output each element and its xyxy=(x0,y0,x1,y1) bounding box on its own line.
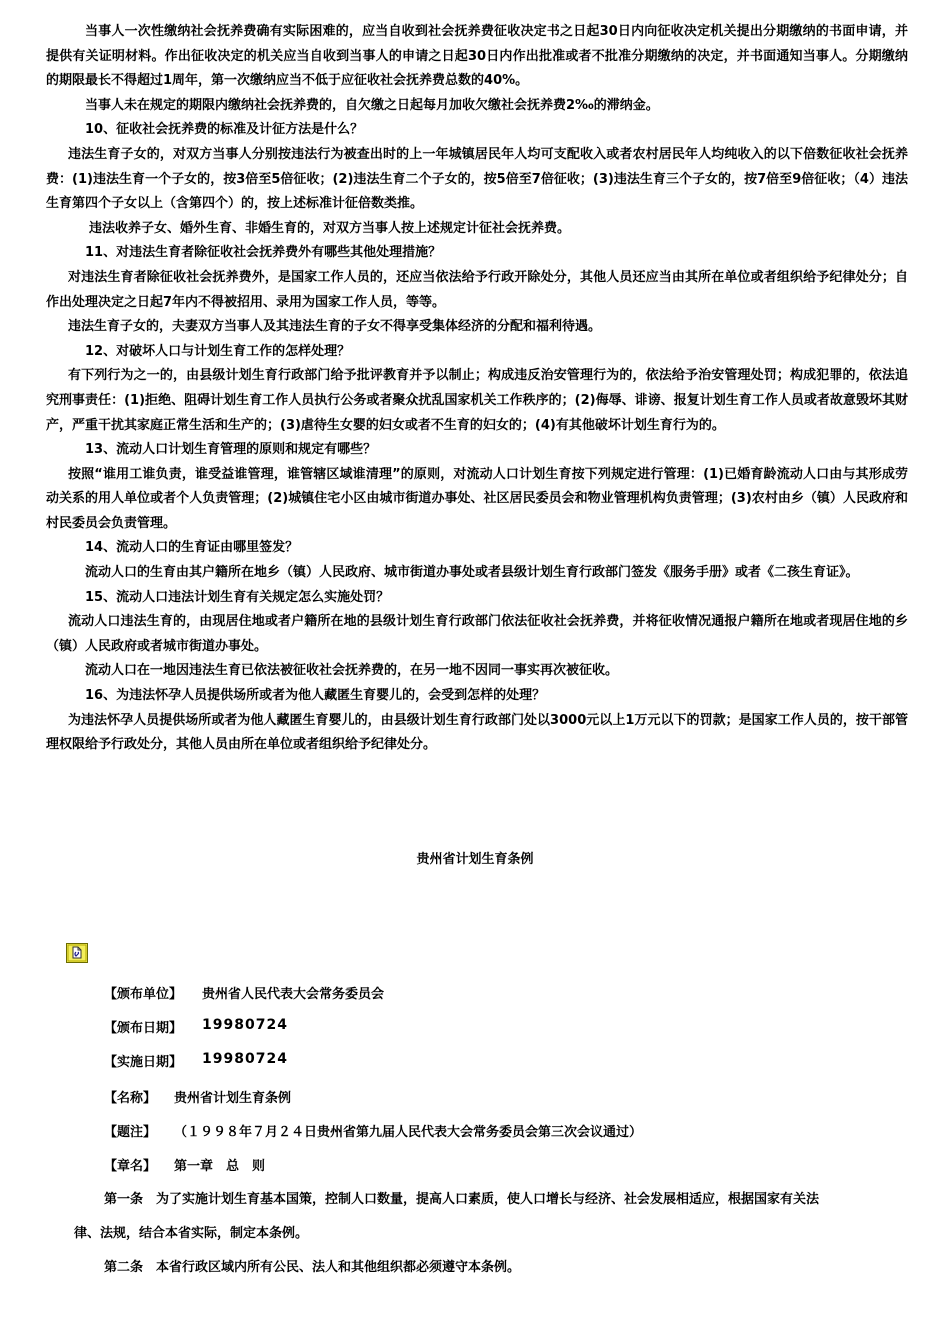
paragraph: 为违法怀孕人员提供场所或者为他人藏匿生育婴儿的，由县级计划生育行政部门处以3000元以上1万元以下的罚款；是国家工作人员的，按干部管理权限给予行政处分，其他人员由所在单位或者组织给予纪律处分。 xyxy=(46,712,908,753)
meta-value: 贵州省计划生育条例 xyxy=(174,1091,292,1106)
meta-row-chapter xyxy=(104,1155,904,1177)
paragraph: 流动人口违法生育的，由现居住地或者户籍所在地的县级计划生育行政部门依法征收社会抚养费，并将征收情况通报户籍所在地或者现居住地的乡（镇）人民政府或者城市街道办事处。 xyxy=(46,614,908,654)
meta-value: 19980724 xyxy=(202,1051,288,1067)
paragraph: 当事人一次性缴纳社会抚养费确有实际困难的，应当自收到社会抚养费征收决定书之日起30日内向征收决定机关提出分期缴纳的书面申请，并提供有关证明材料。作出征收决定的机关应当自收到当事人的申请之日起30日内作出批准或者不批准分期缴纳的决定，并书面通知当事人。分期缴纳的期限最长不得超过1周年，第一次缴纳应当不低于应征收社会抚养费总数的40%。 xyxy=(46,24,908,89)
meta-key: 【颁布日期】 xyxy=(104,1021,183,1036)
document-title: 贵州省计划生育条例 xyxy=(416,852,534,867)
paragraph: 违法生育子女的，对双方当事人分别按违法行为被查出时的上一年城镇居民年人均可支配收入或者农村居民年人均纯收入的以下倍数征收社会抚养费：(1)违法生育一个子女的，按3倍至5倍征收；(2)违法生育二个子女的，按5倍至7倍征收；(3)违法生育三个子女的，按7倍至9倍征收；（4）违法生育第四个子女以上（含第四个）的，按上述标准计征倍数类推。 xyxy=(46,146,908,212)
meta-value: 贵州省人民代表大会常务委员会 xyxy=(202,987,385,1002)
regulation-articles xyxy=(46,1183,908,1285)
meta-key: 【题注】 xyxy=(104,1125,157,1140)
meta-value: 第一章 总 则 xyxy=(174,1159,266,1174)
meta-row-issuer xyxy=(104,983,904,1005)
meta-row-note xyxy=(104,1121,904,1143)
paragraph: 当事人未在规定的期限内缴纳社会抚养费的，自欠缴之日起每月加收欠缴社会抚养费2‰的滞纳金。 xyxy=(85,97,659,113)
meta-value: 19980724 xyxy=(202,1017,288,1033)
paragraph: 流动人口在一地因违法生育已依法被征收社会抚养费的，在另一地不因同一事实再次被征收。 xyxy=(85,663,619,679)
paragraph: 违法生育子女的，夫妻双方当事人及其违法生育的子女不得享受集体经济的分配和福利待遇。 xyxy=(68,319,602,335)
meta-key: 【名称】 xyxy=(104,1091,157,1106)
question-heading: 16、为违法怀孕人员提供场所或者为他人藏匿生育婴儿的，会受到怎样的处理？ xyxy=(85,688,546,704)
paragraph: 流动人口的生育由其户籍所在地乡（镇）人民政府、城市街道办事处或者县级计划生育行政部门签发《服务手册》或者《二孩生育证》。 xyxy=(85,565,859,581)
faq-section xyxy=(46,20,908,758)
meta-row-issued-date xyxy=(104,1017,904,1039)
paragraph: 违法收养子女、婚外生育、非婚生育的，对双方当事人按上述规定计征社会抚养费。 xyxy=(89,220,571,236)
meta-key: 【颁布单位】 xyxy=(104,987,183,1002)
meta-row-name xyxy=(104,1087,904,1109)
article-paragraph: 第二条 本省行政区域内所有公民、法人和其他组织都必须遵守本条例。 xyxy=(104,1260,521,1275)
meta-value: （１９９８年７月２４日贵州省第九届人民代表大会常务委员会第三次会议通过） xyxy=(174,1125,643,1140)
question-heading: 14、流动人口的生育证由哪里签发？ xyxy=(85,540,299,556)
meta-row-effective-date xyxy=(104,1051,904,1073)
question-heading: 11、对违法生育者除征收社会抚养费外有哪些其他处理措施？ xyxy=(85,245,442,261)
article-paragraph-continued: 律、法规，结合本省实际，制定本条例。 xyxy=(74,1226,309,1241)
meta-key: 【章名】 xyxy=(104,1159,157,1174)
article-paragraph: 第一条 为了实施计划生育基本国策，控制人口数量，提高人口素质，使人口增长与经济、社会发展相适应，根据国家有关法 xyxy=(104,1192,820,1207)
question-heading: 10、征收社会抚养费的标准及计征方法是什么？ xyxy=(85,122,364,138)
paragraph: 按照“谁用工谁负责，谁受益谁管理，谁管辖区域谁清理”的原则，对流动人口计划生育按下列规定进行管理：(1)已婚育龄流动人口由与其形成劳动关系的用人单位或者个人负责管理；(2)城镇住宅小区由城市街道办事处、社区居民委员会和物业管理机构负责管理；(3)农村由乡（镇）人民政府和村民委员会负责管理。 xyxy=(46,466,908,531)
question-heading: 13、流动人口计划生育管理的原则和规定有哪些？ xyxy=(85,442,377,458)
paragraph: 有下列行为之一的，由县级计划生育行政部门给予批评教育并予以制止；构成违反治安管理行为的，依法给予治安管理处罚；构成犯罪的，依法追究刑事责任：(1)拒绝、阻碍计划生育工作人员执行公务或者聚众扰乱国家机关工作秩序的；(2)侮辱、诽谤、报复计划生育工作人员或者故意毁坏其财产，严重干扰其家庭正常生活和生产的；(3)虐待生女婴的妇女或者不生育的妇女的；(4)有其他破坏计划生育行为的。 xyxy=(46,368,908,433)
question-heading: 12、对破坏人口与计划生育工作的怎样处理？ xyxy=(85,343,351,359)
document-link-icon[interactable] xyxy=(66,943,88,963)
paragraph: 对违法生育者除征收社会抚养费外，是国家工作人员的，还应当依法给予行政开除处分，其他人员还应当由其所在单位或者组织给予纪律处分；自作出处理决定之日起7年内不得被招用、录用为国家工作人员，等等。 xyxy=(46,269,908,310)
meta-key: 【实施日期】 xyxy=(104,1055,183,1070)
question-heading: 15、流动人口违法计划生育有关规定怎么实施处罚？ xyxy=(85,589,390,605)
